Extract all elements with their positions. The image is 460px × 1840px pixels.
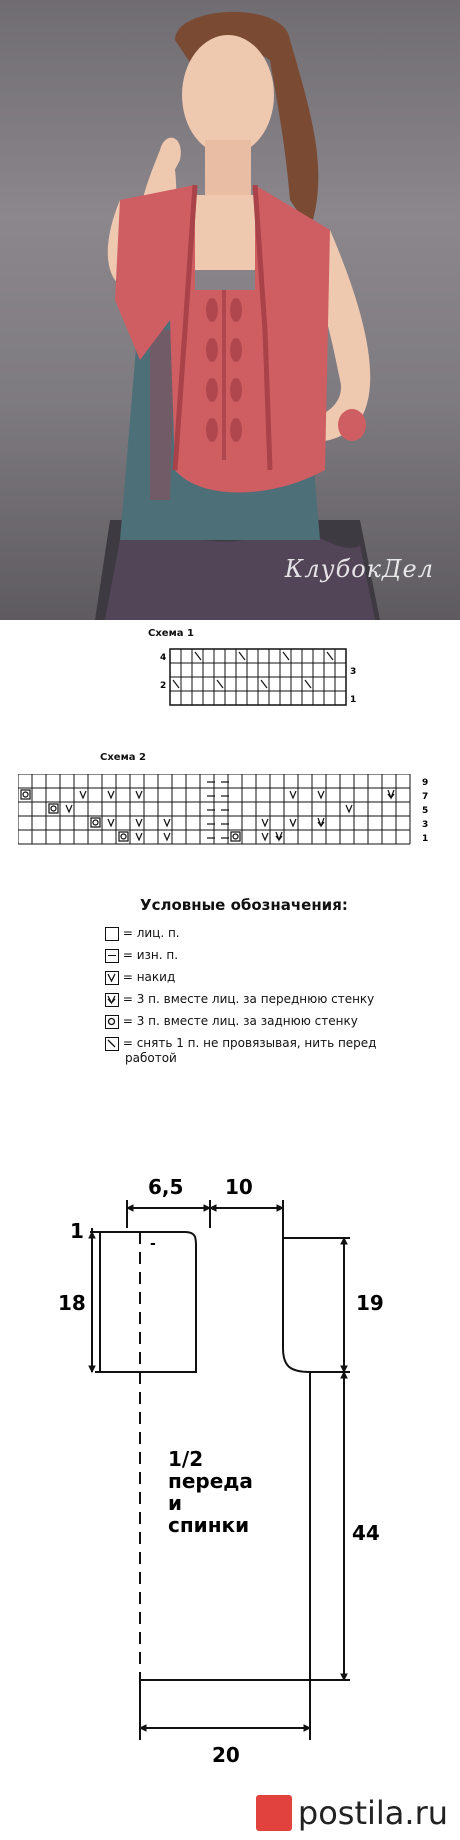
- dim-shoulder: 10: [225, 1175, 253, 1199]
- purl-symbol-icon: [105, 949, 119, 963]
- legend-list: [105, 926, 445, 1076]
- knit-symbol-icon: [105, 927, 119, 941]
- dim-side: 44: [352, 1521, 380, 1545]
- piece-label-line3: и: [168, 1491, 183, 1515]
- legend-item-purl: = изн. п.: [105, 948, 445, 970]
- legend-item-yarn-over: = накид: [105, 970, 445, 992]
- dim-top-offset: 1: [70, 1219, 84, 1243]
- yarn-over-symbol-icon: [105, 971, 119, 985]
- scheme1-row-4: 4: [160, 653, 167, 663]
- k3tog-front-symbol-icon: [105, 993, 119, 1007]
- scheme2-title: Схема 2: [100, 752, 146, 763]
- piece-label-line2: переда: [168, 1469, 253, 1493]
- scheme1-grid: [150, 645, 380, 730]
- dim-width: 20: [212, 1743, 240, 1767]
- scheme1-row-3: 3: [350, 667, 357, 677]
- watermark: КлубокДел: [284, 555, 434, 583]
- k3tog-back-symbol-icon: [105, 1015, 119, 1029]
- scheme1-row-2: 2: [160, 681, 167, 691]
- piece-label-line1: 1/2: [168, 1447, 204, 1471]
- scheme2-grid: [18, 774, 438, 874]
- piece-label-line4: спинки: [168, 1513, 250, 1537]
- scheme1-row-1: 1: [350, 695, 357, 705]
- scheme2-row-7: 7: [422, 792, 429, 802]
- scheme1-title: Схема 1: [148, 628, 194, 639]
- legend-item-knit: = лиц. п.: [105, 926, 445, 948]
- dim-neck: 6,5: [148, 1175, 184, 1199]
- legend-item-k3tog-front: = 3 п. вместе лиц. за переднюю стенку: [105, 992, 445, 1014]
- model-photo: [0, 0, 460, 620]
- slip-stitch-symbol-icon: [105, 1037, 119, 1051]
- legend-item-slip: = снять 1 п. не провязывая, нить перед работой: [105, 1036, 445, 1076]
- postila-logo-icon: [256, 1795, 292, 1831]
- scheme2-row-3: 3: [422, 820, 429, 830]
- legend-item-k3tog-back: = 3 п. вместе лиц. за заднюю стенку: [105, 1014, 445, 1036]
- postila-logo[interactable]: [256, 1794, 448, 1832]
- legend-title: Условные обозначения:: [140, 896, 348, 914]
- scheme2-row-9: 9: [422, 778, 429, 788]
- dim-armhole: 19: [356, 1291, 384, 1315]
- pattern-diagram: [0, 1120, 460, 1800]
- postila-logo-text: postila.ru: [297, 1794, 448, 1832]
- dim-neck-depth: 18: [58, 1291, 86, 1315]
- dim-small: -: [150, 1236, 156, 1252]
- scheme2-row-5: 5: [422, 806, 429, 816]
- scheme2-row-1: 1: [422, 834, 429, 844]
